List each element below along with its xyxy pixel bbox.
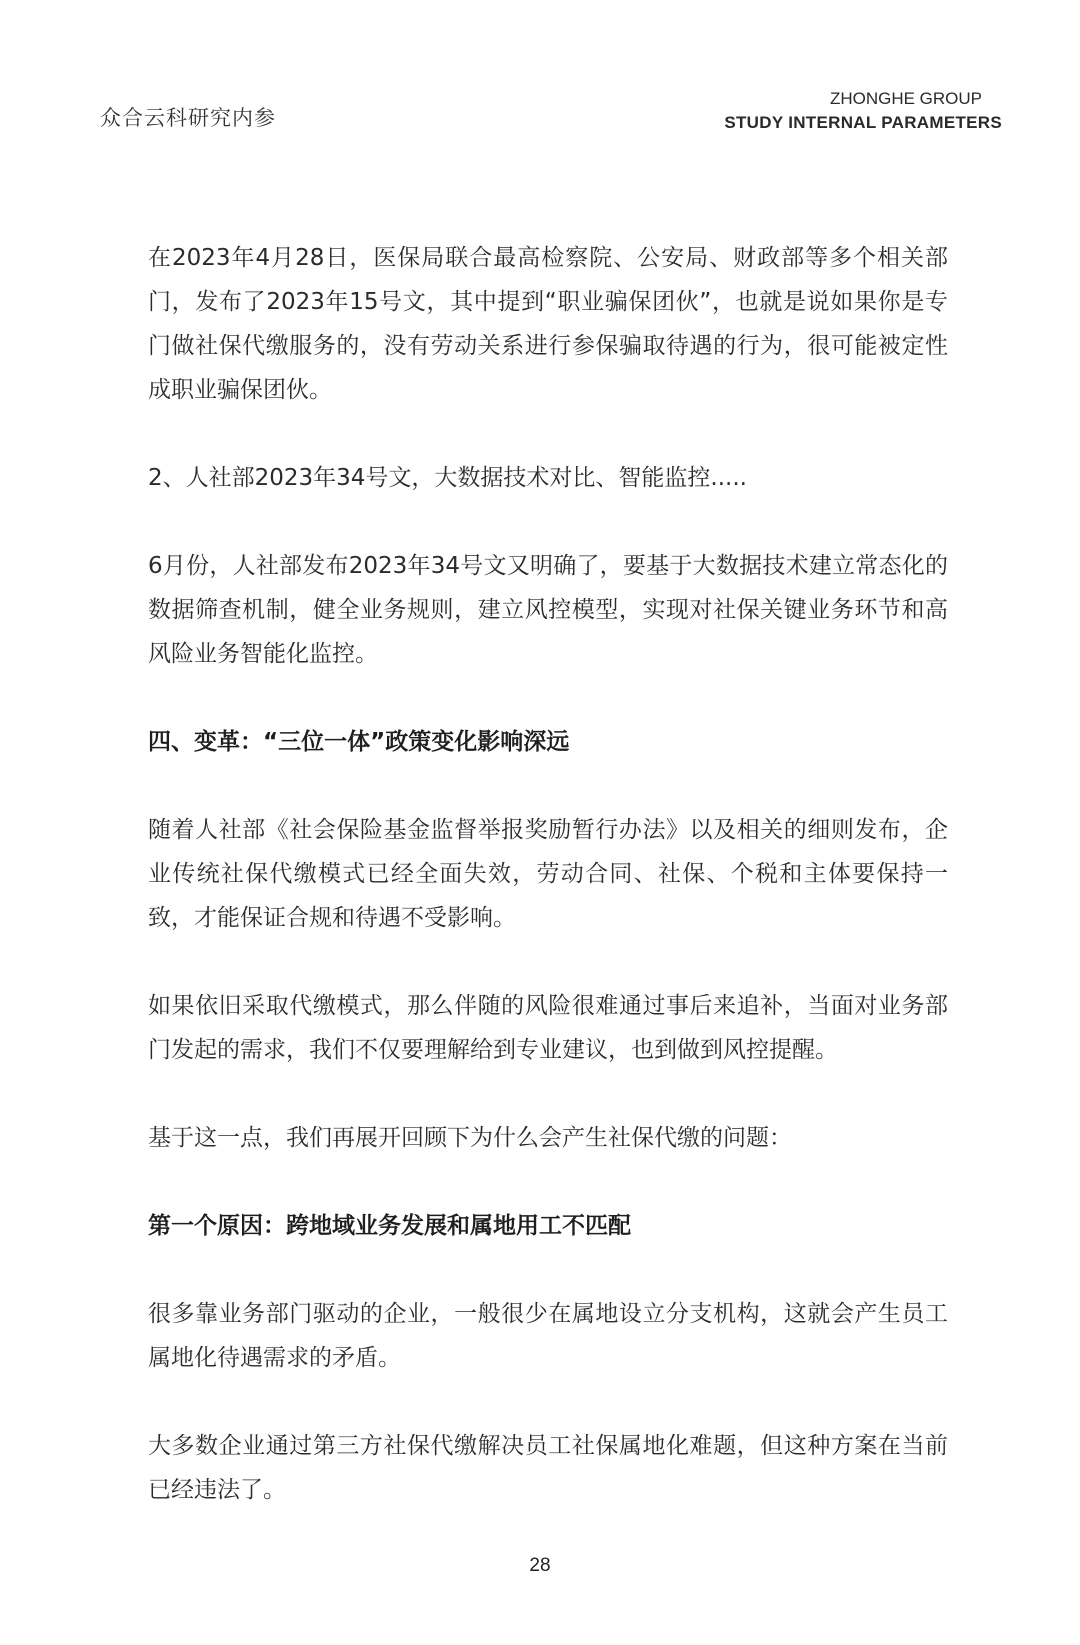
- page-number: 28: [529, 1555, 551, 1576]
- paragraph-1: 在2023年4月28日，医保局联合最高检察院、公安局、财政部等多个相关部门，发布了2023年15号文，其中提到“职业骗保团伙”，也就是说如果你是专门做社保代缴服务的，没有劳动关系进行参保骗取待遇的行为，很可能被定性成职业骗保团伙。: [148, 245, 948, 403]
- paragraph-4: 随着人社部《社会保险基金监督举报奖励暂行办法》以及相关的细则发布，企业传统社保代缴模式已经全面失效，劳动合同、社保、个税和主体要保持一致，才能保证合规和待遇不受影响。: [148, 817, 948, 931]
- brand-line-2: STUDY INTERNAL PARAMETERS: [724, 113, 1002, 132]
- subsection-heading: 第一个原因：跨地域业务发展和属地用工不匹配: [148, 1213, 631, 1239]
- article-body: [148, 236, 948, 1556]
- paragraph-6: 基于这一点，我们再展开回顾下为什么会产生社保代缴的问题：: [148, 1125, 792, 1151]
- header-brand: [724, 87, 1002, 135]
- header-title: 众合云科研究内参: [100, 106, 276, 130]
- paragraph-7: 很多靠业务部门驱动的企业，一般很少在属地设立分支机构，这就会产生员工属地化待遇需求的矛盾。: [148, 1301, 948, 1371]
- section-heading: 四、变革：“三位一体”政策变化影响深远: [148, 729, 570, 755]
- paragraph-3: 6月份，人社部发布2023年34号文又明确了，要基于大数据技术建立常态化的数据筛查机制，健全业务规则，建立风控模型，实现对社保关键业务环节和高风险业务智能化监控。: [148, 553, 948, 667]
- brand-line-1: ZHONGHE GROUP: [829, 89, 982, 108]
- paragraph-2: 2、人社部2023年34号文，大数据技术对比、智能监控.....: [148, 465, 747, 491]
- paragraph-5: 如果依旧采取代缴模式，那么伴随的风险很难通过事后来追补，当面对业务部门发起的需求，我们不仅要理解给到专业建议，也到做到风控提醒。: [148, 993, 948, 1063]
- paragraph-8: 大多数企业通过第三方社保代缴解决员工社保属地化难题，但这种方案在当前已经违法了。: [148, 1433, 948, 1503]
